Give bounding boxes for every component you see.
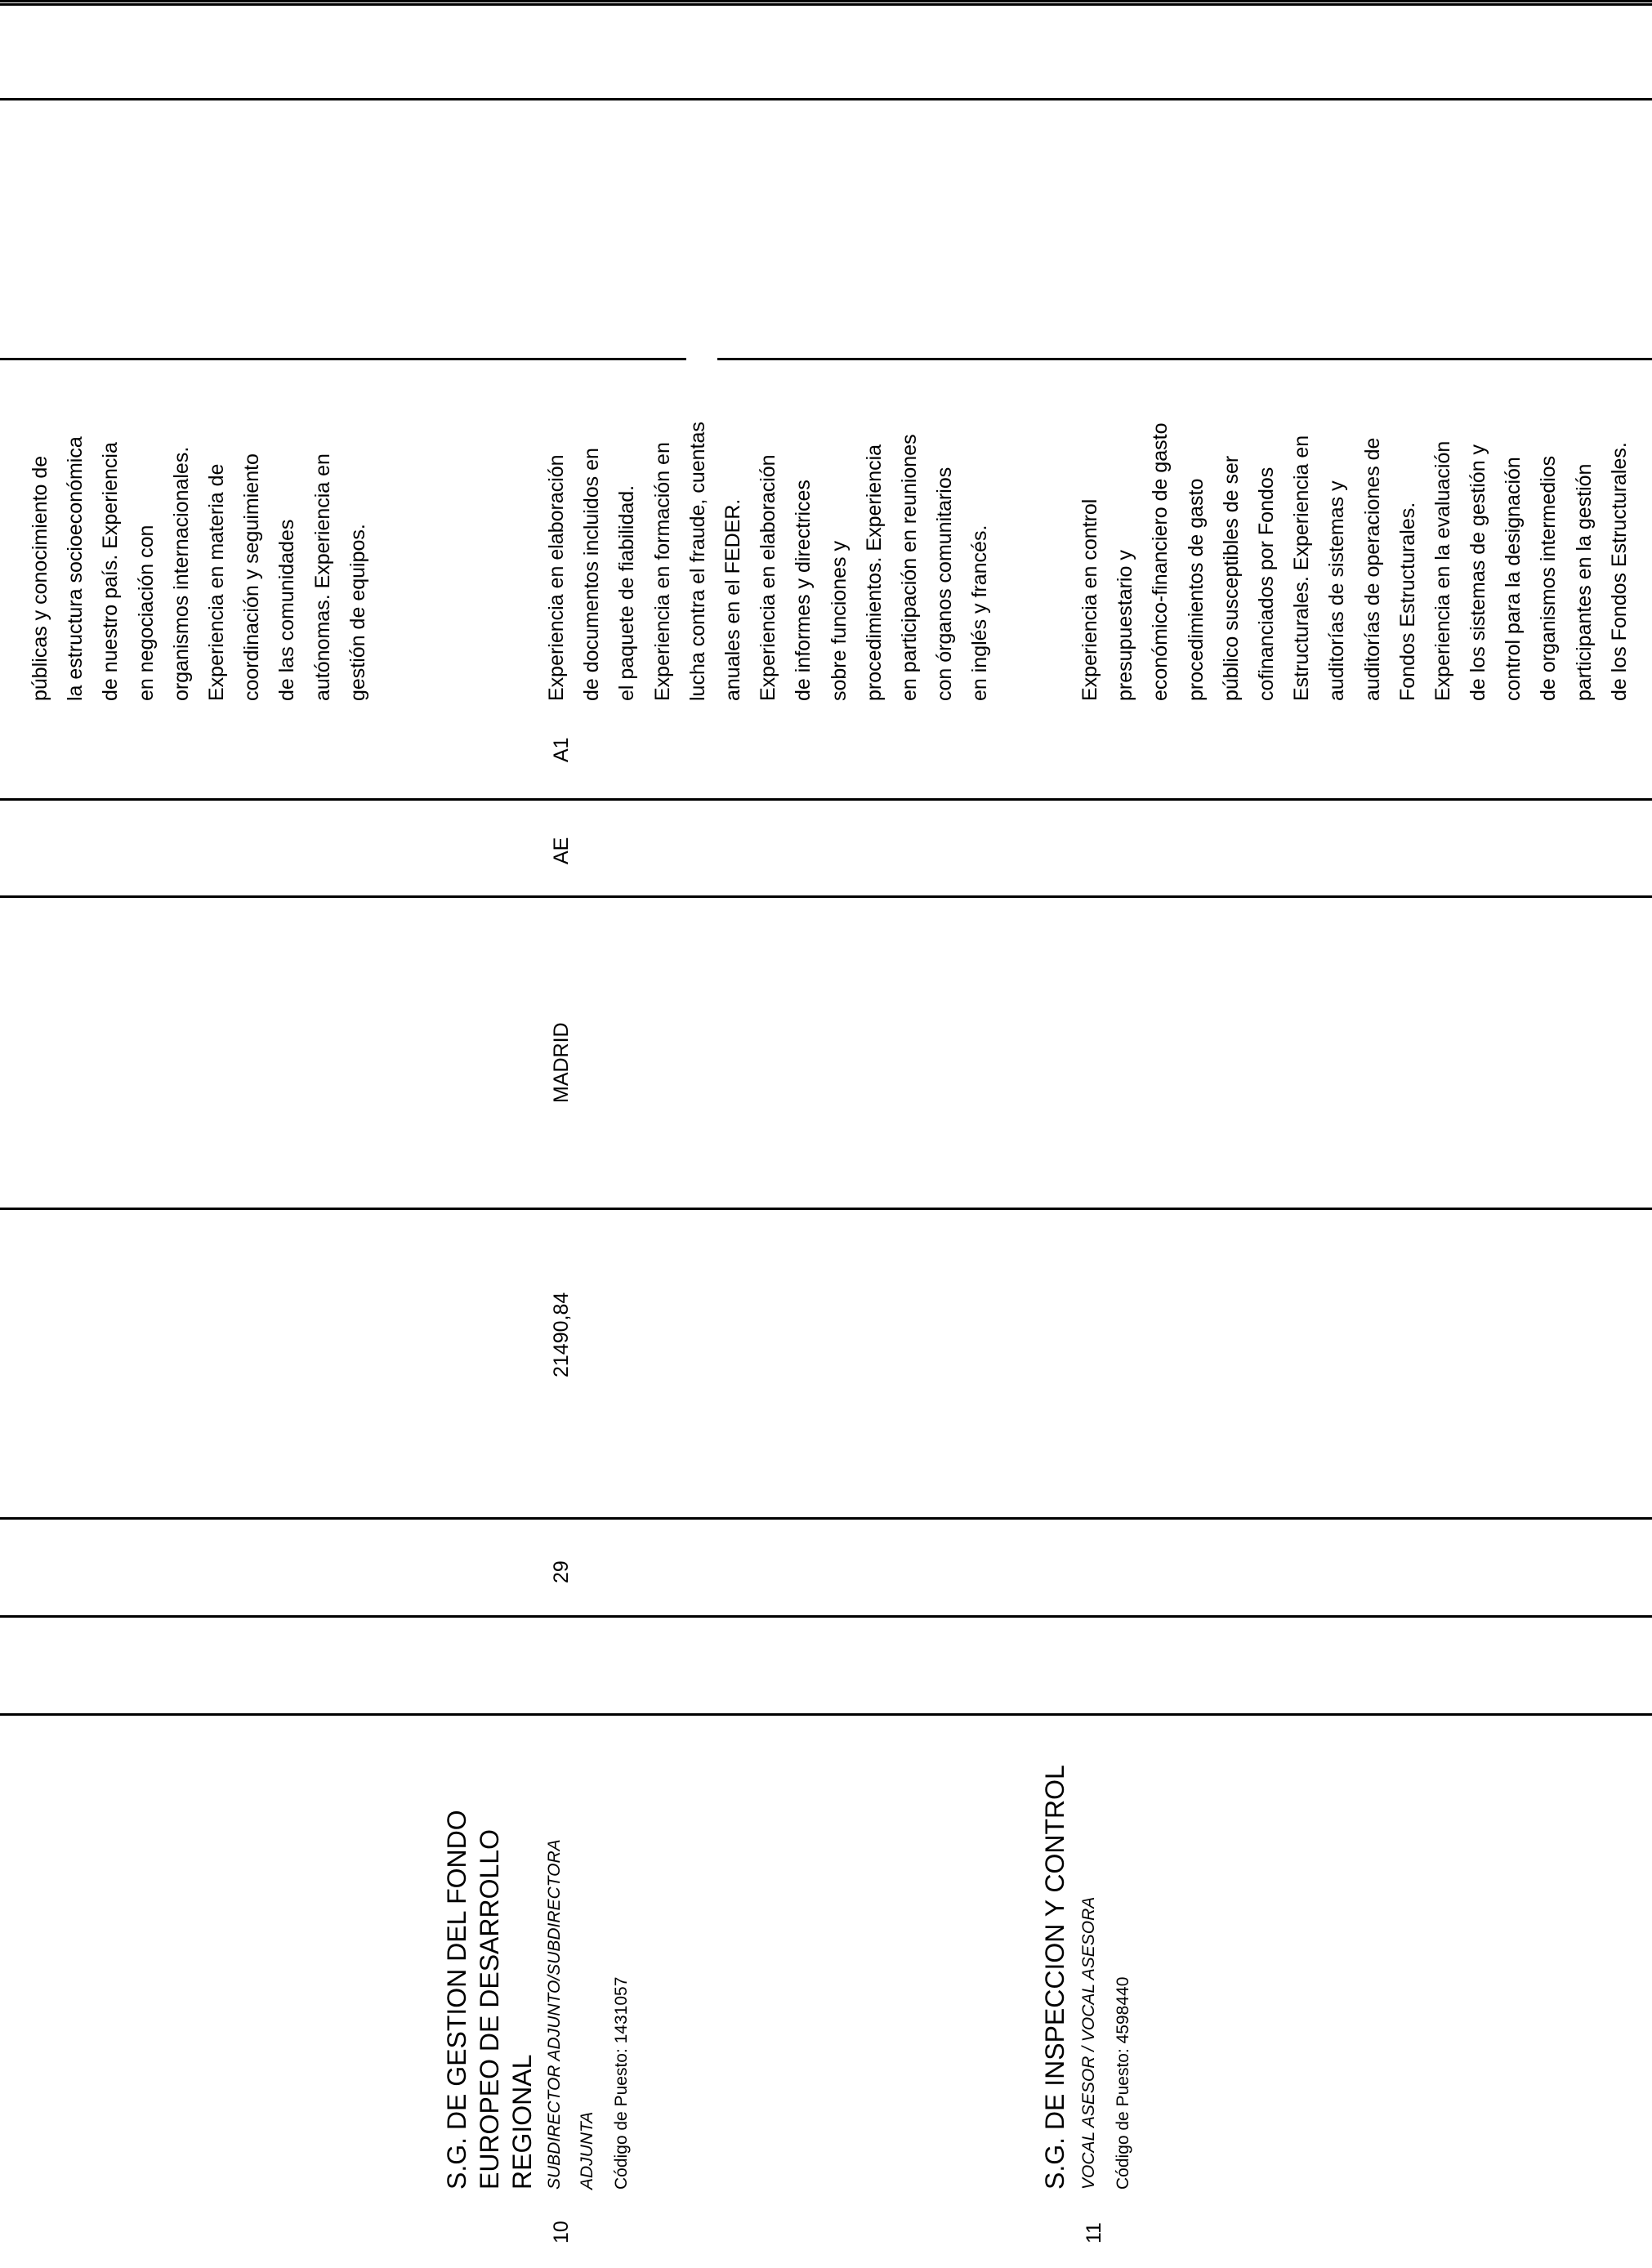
- unit-name-line: EUROPEO DE DESARROLLO: [475, 1829, 504, 2190]
- text-line: procedimientos. Experiencia: [862, 444, 886, 701]
- table-rule: [0, 358, 686, 360]
- text-line: el paquete de fiabilidad.: [615, 484, 639, 701]
- table-rule: [0, 895, 1652, 898]
- previous-experience-text: [23, 436, 376, 701]
- table-rule: [0, 1713, 1652, 1716]
- table-rule: [0, 98, 1652, 100]
- text-line: Estructurales. Experiencia en: [1290, 435, 1314, 701]
- text-line: Experiencia en materia de: [204, 463, 228, 701]
- text-line: en participación en reuniones: [897, 434, 921, 701]
- table-rule: [0, 1615, 1652, 1618]
- text-line: auditorías de sistemas y: [1325, 480, 1349, 701]
- table-rule: [0, 1517, 1652, 1520]
- text-line: Experiencia en formación en: [650, 442, 674, 701]
- administration-value: AE: [550, 837, 573, 864]
- position-code: Código de Puesto: 4598440: [1114, 1976, 1132, 2190]
- text-line: público susceptibles de ser: [1219, 455, 1243, 701]
- table-row-order: 10: [550, 2221, 573, 2243]
- text-line: públicas y conocimiento de: [29, 455, 51, 701]
- text-line: de las comunidades: [275, 519, 299, 701]
- text-line: lucha contra el fraude, cuentas: [685, 422, 709, 701]
- text-line: coordinación y seguimiento: [240, 453, 264, 701]
- level-value: 29: [550, 1560, 573, 1583]
- text-line: con órganos comunitarios: [933, 467, 957, 701]
- text-line: gestión de equipos.: [346, 524, 369, 701]
- table-rule: [0, 0, 1652, 2]
- text-line: en inglés y francés.: [968, 525, 992, 701]
- experience-text: [539, 422, 998, 701]
- position-name-line: SUBDIRECTOR ADJUNTO/SUBDIRECTORA: [545, 1839, 564, 2190]
- table-rule: [717, 358, 1652, 360]
- position-name-line: ADJUNTA: [578, 2111, 596, 2190]
- text-line: de los Fondos Estructurales.: [1607, 442, 1631, 701]
- unit-name-line: S.G. DE GESTION DEL FONDO: [442, 1810, 471, 2190]
- text-line: Experiencia en control: [1078, 498, 1101, 701]
- unit-name-line: S.G. DE INSPECCION Y CONTROL: [1040, 1765, 1069, 2190]
- text-line: Experiencia en la evaluación: [1431, 440, 1454, 701]
- table-rule: [0, 1208, 1652, 1210]
- text-line: Fondos Estructurales.: [1395, 502, 1419, 701]
- text-line: control para la designación: [1502, 457, 1525, 701]
- complement-value: 21490,84: [550, 1292, 573, 1377]
- text-line: Experiencia en elaboración: [757, 454, 780, 701]
- text-line: auditorías de operaciones de: [1360, 437, 1384, 701]
- text-line: cofinanciados por Fondos: [1254, 467, 1278, 701]
- text-line: de documentos incluidos en: [580, 448, 604, 701]
- text-line: económico-financiero de gasto: [1149, 422, 1172, 701]
- text-line: de organismos intermedios: [1537, 455, 1560, 701]
- text-line: de informes y directrices: [792, 480, 815, 701]
- text-line: participantes en la gestión: [1572, 463, 1596, 701]
- text-line: la estructura socioeconómica: [64, 436, 87, 701]
- location-value: MADRID: [550, 1022, 573, 1103]
- text-line: de los sistemas de gestión y: [1467, 444, 1490, 701]
- table-rule: [0, 798, 1652, 801]
- table-rule: [0, 3, 1652, 6]
- table-row-order: 11: [1083, 2222, 1105, 2243]
- position-code: Código de Puesto: 1431057: [612, 1976, 631, 2190]
- text-line: procedimientos de gasto: [1184, 478, 1208, 701]
- group-value: A1: [550, 737, 573, 762]
- text-line: sobre funciones y: [827, 541, 851, 701]
- unit-name-line: REGIONAL: [507, 2054, 537, 2190]
- text-line: organismos internacionales.: [169, 446, 193, 701]
- text-line: autónomas. Experiencia en: [310, 453, 334, 701]
- position-name-line: VOCAL ASESOR / VOCAL ASESORA: [1079, 1896, 1098, 2190]
- text-line: en negociación con: [134, 525, 158, 701]
- text-line: Experiencia en elaboración: [545, 454, 568, 701]
- experience-text: [1073, 423, 1637, 701]
- text-line: presupuestario y: [1114, 550, 1137, 701]
- text-line: de nuestro país. Experiencia: [99, 442, 123, 701]
- text-line: anuales en el FEDER.: [721, 498, 744, 701]
